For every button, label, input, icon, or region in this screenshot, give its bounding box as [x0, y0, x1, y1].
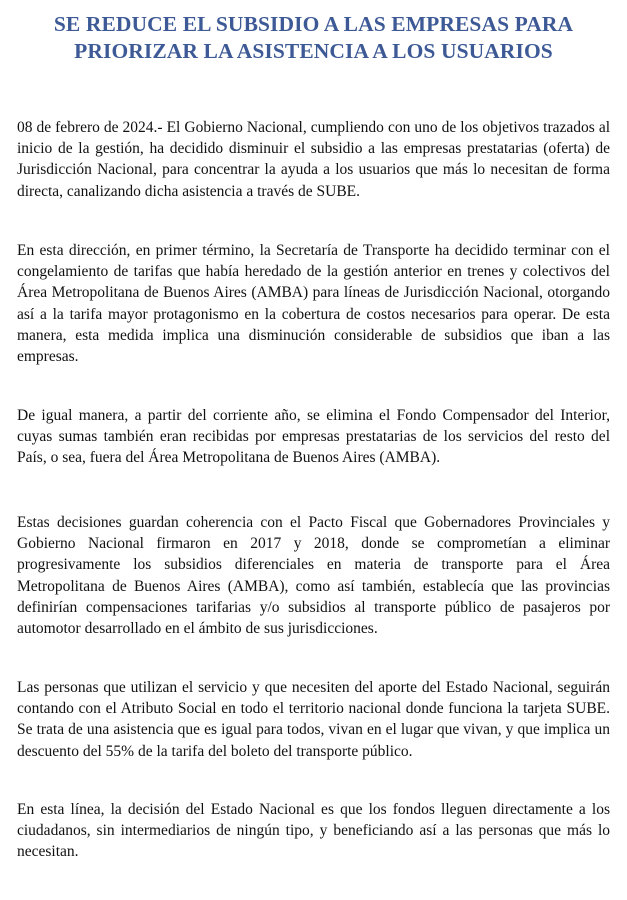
paragraph-fiscal-pact: Estas decisiones guardan coherencia con el Pacto Fiscal que Gobernadores Provinciales y Gobierno Nacional firmaron en 2017 y 2018, donde se comprometían a eliminar progresivamente los subsidios diferenciales en materia de transporte para el Área Metropolitana de Buenos Aires (AMBA), como así también, establecía que las provincias definirían compensaciones tarifarias y/o subsidios al transporte público de pasajeros por automotor desarrollado en el ámbito de sus jurisdicciones. — [17, 514, 610, 638]
title-line-1: SE REDUCE EL SUBSIDIO A LAS EMPRESAS PARA — [53, 12, 574, 36]
paragraph-tariff-freeze: En esta dirección, en primer término, la Secretaría de Transporte ha decidido terminar con el congelamiento de tarifas que había heredado de la gestión anterior en trenes y colectivos del Área Metropolitana de Buenos Aires (AMBA) para líneas de Jurisdicción Nacional, otorgando así a la tarifa mayor protagonismo en la cobertura de costos necesarios para operar. De esta manera, esta medida implica una disminución considerable de subsidios que iban a las empresas. — [17, 242, 610, 366]
paragraph-conclusion: En esta línea, la decisión del Estado Nacional es que los fondos lleguen directamente a los ciudadanos, sin intermediarios de ningún tipo, y beneficiando así a las personas que más lo necesitan. — [17, 801, 610, 861]
paragraph-social-attribute: Las personas que utilizan el servicio y que necesiten del aporte del Estado Nacional, seguirán contando con el Atributo Social en todo el territorio nacional donde funciona la tarjeta SUBE. Se trata de una asistencia que es igual para todos, vivan en el lugar que vivan, y que implica un descuento del 55% de la tarifa del boleto del transporte público. — [17, 679, 610, 760]
page-title — [10, 11, 617, 65]
paragraph-compensation-fund: De igual manera, a partir del corriente año, se elimina el Fondo Compensador del Interior, cuyas sumas también eran recibidas por empresas prestatarias de los servicios del resto del País, o sea, fuera del Área Metropolitana de Buenos Aires (AMBA). — [17, 407, 610, 467]
title-line-2: PRIORIZAR LA ASISTENCIA A LOS USUARIOS — [74, 39, 553, 63]
paragraph-date-intro: 08 de febrero de 2024.- El Gobierno Nacional, cumpliendo con uno de los objetivos trazados al inicio de la gestión, ha decidido disminuir el subsidio a las empresas prestatarias (oferta) de Jurisdicción Nacional, para concentrar la ayuda a los usuarios que más lo necesitan de forma directa, canalizando dicha asistencia a través de SUBE. — [17, 119, 610, 200]
